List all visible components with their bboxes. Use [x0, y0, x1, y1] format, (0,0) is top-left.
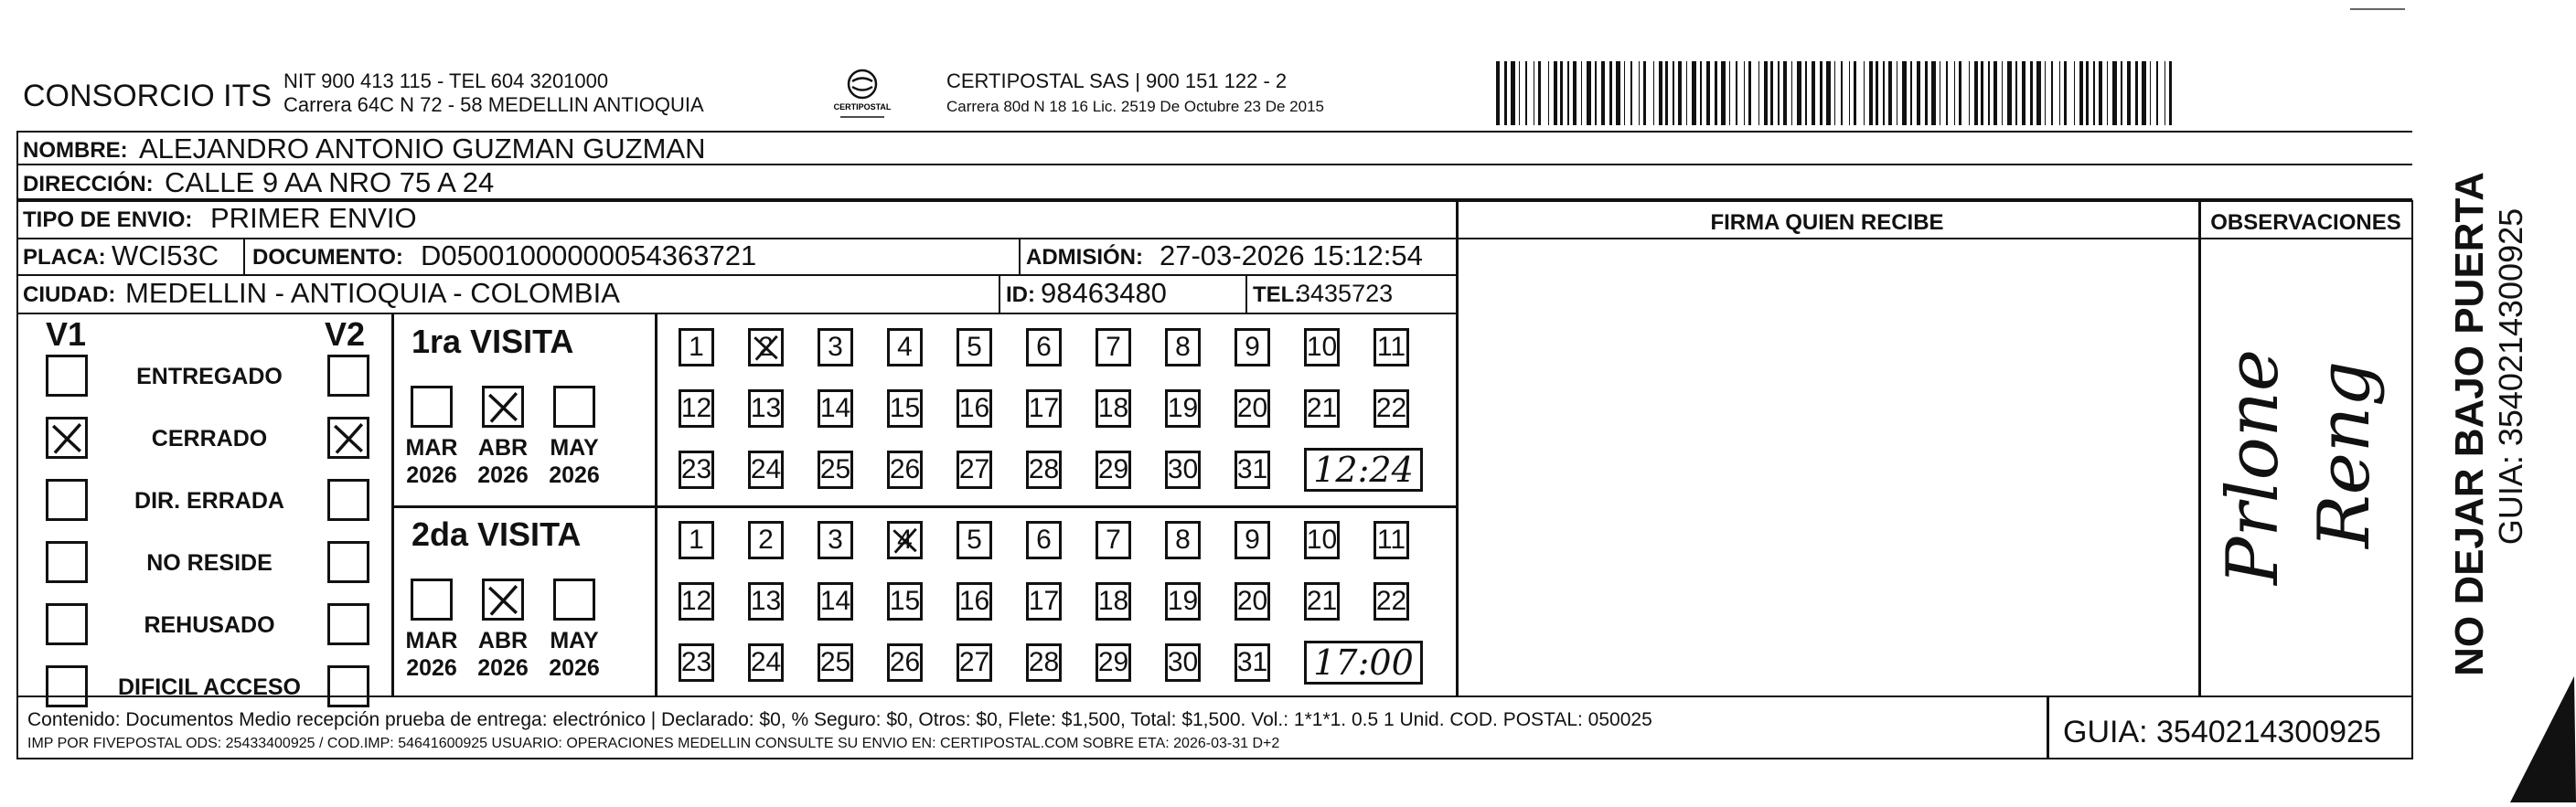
- status-label: ENTREGADO: [136, 364, 283, 389]
- day-box[interactable]: 22: [1374, 582, 1409, 621]
- v1-checkbox[interactable]: [46, 479, 88, 521]
- status-label: CERRADO: [151, 426, 268, 451]
- direccion-value: CALLE 9 AA NRO 75 A 24: [165, 166, 495, 198]
- day-box[interactable]: 15: [887, 389, 923, 428]
- v2-checkbox[interactable]: [327, 541, 369, 583]
- day-box[interactable]: 12: [679, 389, 714, 428]
- day-box[interactable]: 16: [957, 582, 992, 621]
- day-box[interactable]: 18: [1096, 389, 1131, 428]
- day-box[interactable]: 31: [1235, 451, 1270, 489]
- ciudad-value: MEDELLIN - ANTIOQUIA - COLOMBIA: [125, 277, 620, 309]
- v1-checkbox[interactable]: [46, 355, 88, 397]
- month-year: 2026: [477, 655, 529, 681]
- visit-time[interactable]: 17:00: [1304, 641, 1423, 685]
- company-address: Carrera 64C N 72 - 58 MEDELLIN ANTIOQUIA: [283, 93, 704, 116]
- day-box[interactable]: 8: [1165, 328, 1201, 366]
- month-label: MAR: [405, 628, 458, 653]
- day-box[interactable]: 1: [679, 521, 714, 559]
- day-box[interactable]: 19: [1165, 389, 1201, 428]
- day-box[interactable]: 30: [1165, 643, 1201, 682]
- month-checkbox[interactable]: [411, 579, 453, 621]
- placa-value: WCI53C: [112, 239, 219, 271]
- day-box[interactable]: 13: [748, 582, 784, 621]
- corner-mark: [2510, 676, 2576, 802]
- day-box[interactable]: 31: [1235, 643, 1270, 682]
- day-box[interactable]: 5: [957, 328, 992, 366]
- nombre-label: NOMBRE:: [23, 138, 128, 163]
- day-box[interactable]: 22: [1374, 389, 1409, 428]
- month-checkbox[interactable]: [411, 386, 453, 428]
- day-box[interactable]: 21: [1304, 582, 1340, 621]
- v1-checkbox[interactable]: [46, 541, 88, 583]
- company-name: CONSORCIO ITS: [23, 79, 273, 113]
- day-box[interactable]: 6: [1026, 521, 1062, 559]
- id-value: 98463480: [1041, 277, 1167, 309]
- day-box[interactable]: 11: [1374, 328, 1409, 366]
- day-box[interactable]: 14: [818, 582, 853, 621]
- day-box[interactable]: 29: [1096, 643, 1131, 682]
- day-box[interactable]: 28: [1026, 643, 1062, 682]
- visit-title: 1ra VISITA: [412, 323, 574, 360]
- side-guia: GUIA: 3540214300925: [2492, 207, 2529, 546]
- day-box[interactable]: 24: [748, 451, 784, 489]
- v2-checkbox[interactable]: [327, 355, 369, 397]
- v2-checkbox[interactable]: [327, 417, 369, 459]
- documento-value: D05001000000054363721: [421, 239, 757, 271]
- day-box[interactable]: 9: [1235, 328, 1270, 366]
- day-box[interactable]: 25: [818, 643, 853, 682]
- day-box[interactable]: 27: [957, 643, 992, 682]
- v2-header: V2: [325, 315, 366, 353]
- id-label: ID:: [1006, 282, 1035, 307]
- v1-checkbox[interactable]: [46, 603, 88, 645]
- observation-handwriting-line1: Prlone: [2213, 348, 2294, 585]
- side-warning: NO DEJAR BAJO PUERTA: [2447, 172, 2492, 676]
- day-box[interactable]: 3: [818, 521, 853, 559]
- observation-handwriting: [2213, 274, 2405, 631]
- observaciones-header: OBSERVACIONES: [2210, 210, 2401, 235]
- day-box[interactable]: 14: [818, 389, 853, 428]
- month-label: ABR: [477, 628, 529, 653]
- day-box[interactable]: 16: [957, 389, 992, 428]
- day-box[interactable]: 7: [1096, 521, 1131, 559]
- day-box[interactable]: 26: [887, 643, 923, 682]
- day-box[interactable]: 29: [1096, 451, 1131, 489]
- day-box[interactable]: 2: [748, 328, 784, 366]
- day-box[interactable]: 23: [679, 643, 714, 682]
- day-box[interactable]: 18: [1096, 582, 1131, 621]
- month-year: 2026: [549, 655, 600, 681]
- month-year: 2026: [549, 462, 600, 488]
- footer-line1: Contenido: Documentos Medio recepción prueba de entrega: electrónico | Declarado: $0, % Seguro: $0, Otros: $0, Flete: $1,500, Total: $1,500. Vol.: 1*1*1. 0.5 1 Unid. COD. POSTAL: 050025: [27, 709, 1652, 730]
- day-box[interactable]: 4: [887, 328, 923, 366]
- admision-label: ADMISIÓN:: [1026, 245, 1143, 270]
- day-box[interactable]: 1: [679, 328, 714, 366]
- footer-line2: IMP POR FIVEPOSTAL ODS: 25433400925 / COD.IMP: 54641600925 USUARIO: OPERACIONES MEDELLIN CONSULTE SU ENVIO EN: CERTIPOSTAL.COM SOBRE ETA: 2026-03-31 D+2: [27, 736, 1280, 751]
- day-box[interactable]: 6: [1026, 328, 1062, 366]
- day-box[interactable]: 27: [957, 451, 992, 489]
- top-edge-mark: [2350, 0, 2442, 5]
- certipostal-address: Carrera 80d N 18 16 Lic. 2519 De Octubre 23 De 2015: [946, 98, 1324, 115]
- visit-title: 2da VISITA: [412, 515, 582, 553]
- footer-guia: GUIA: 3540214300925: [2063, 715, 2381, 749]
- day-box[interactable]: 9: [1235, 521, 1270, 559]
- nit-line: NIT 900 413 115 - TEL 604 3201000: [283, 69, 609, 92]
- day-box[interactable]: 26: [887, 451, 923, 489]
- logo-wordmark: CERTIPOSTAL: [833, 102, 892, 111]
- direccion-label: DIRECCIÓN:: [23, 172, 154, 196]
- day-box[interactable]: 5: [957, 521, 992, 559]
- day-box[interactable]: 21: [1304, 389, 1340, 428]
- month-checkbox[interactable]: [482, 579, 524, 621]
- day-box[interactable]: 30: [1165, 451, 1201, 489]
- day-box[interactable]: 20: [1235, 389, 1270, 428]
- status-label: NO RESIDE: [146, 550, 273, 576]
- v2-checkbox[interactable]: [327, 479, 369, 521]
- day-box[interactable]: 11: [1374, 521, 1409, 559]
- month-label: MAR: [405, 435, 458, 461]
- day-box[interactable]: 20: [1235, 582, 1270, 621]
- month-checkbox[interactable]: [553, 579, 595, 621]
- day-box[interactable]: 15: [887, 582, 923, 621]
- day-box[interactable]: 19: [1165, 582, 1201, 621]
- tipo-label: TIPO DE ENVIO:: [23, 207, 193, 232]
- day-box[interactable]: 2: [748, 521, 784, 559]
- day-box[interactable]: 10: [1304, 521, 1340, 559]
- month-year: 2026: [406, 655, 457, 681]
- month-checkbox[interactable]: [482, 386, 524, 428]
- month-year: 2026: [406, 462, 457, 488]
- day-box[interactable]: 28: [1026, 451, 1062, 489]
- day-box[interactable]: 13: [748, 389, 784, 428]
- tipo-value: PRIMER ENVIO: [210, 202, 417, 234]
- admision-value: 27-03-2026 15:12:54: [1160, 239, 1423, 271]
- day-box[interactable]: 17: [1026, 389, 1062, 428]
- status-label: DIFICIL ACCESO: [117, 674, 301, 700]
- day-box[interactable]: 8: [1165, 521, 1201, 559]
- tel-value: 3435723: [1297, 280, 1394, 307]
- day-box[interactable]: 23: [679, 451, 714, 489]
- nombre-value: ALEJANDRO ANTONIO GUZMAN GUZMAN: [139, 133, 706, 165]
- v1-header: V1: [46, 315, 87, 353]
- certipostal-logo: [828, 66, 897, 122]
- barcode: [1496, 61, 2178, 125]
- visit-time[interactable]: 12:24: [1304, 448, 1423, 492]
- certipostal-name: CERTIPOSTAL SAS | 900 151 122 - 2: [946, 69, 1288, 92]
- firma-header: FIRMA QUIEN RECIBE: [1710, 210, 1944, 235]
- status-label: DIR. ERRADA: [134, 488, 284, 514]
- placa-label: PLACA:: [23, 245, 106, 270]
- v2-checkbox[interactable]: [327, 603, 369, 645]
- day-box[interactable]: 3: [818, 328, 853, 366]
- day-box[interactable]: 12: [679, 582, 714, 621]
- day-box[interactable]: 4: [887, 521, 923, 559]
- month-label: ABR: [477, 435, 529, 461]
- month-checkbox[interactable]: [553, 386, 595, 428]
- observation-handwriting-line2: Reng: [2303, 360, 2386, 548]
- day-box[interactable]: 10: [1304, 328, 1340, 366]
- status-label: REHUSADO: [144, 612, 275, 638]
- tel-label: TEL:: [1253, 282, 1302, 307]
- v1-checkbox[interactable]: [46, 417, 88, 459]
- month-year: 2026: [477, 462, 529, 488]
- day-box[interactable]: 24: [748, 643, 784, 682]
- documento-label: DOCUMENTO:: [252, 245, 403, 270]
- day-box[interactable]: 17: [1026, 582, 1062, 621]
- day-box[interactable]: 25: [818, 451, 853, 489]
- month-label: MAY: [550, 435, 599, 461]
- day-box[interactable]: 7: [1096, 328, 1131, 366]
- ciudad-label: CIUDAD:: [23, 282, 116, 307]
- month-label: MAY: [550, 628, 599, 653]
